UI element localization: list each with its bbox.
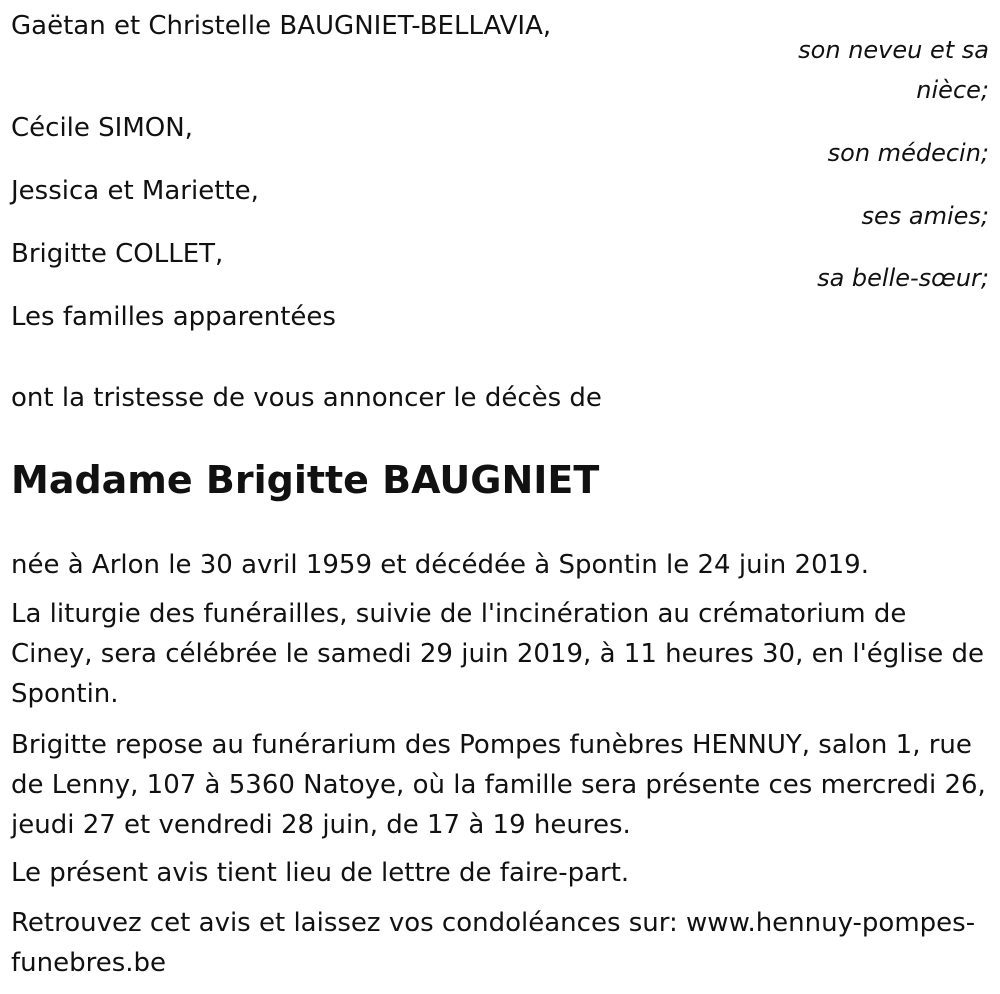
deceased-name: Madame Brigitte BAUGNIET [11, 458, 600, 502]
family-name: Jessica et Mariette, [11, 176, 259, 206]
family-role: ses amies; [861, 202, 989, 230]
family-role: son neveu et sa nièce; [798, 36, 989, 104]
family-name: Les familles apparentées [11, 302, 336, 332]
family-name: Cécile SIMON, [11, 113, 193, 143]
family-role: son médecin; [827, 139, 989, 167]
family-role: sa belle-sœur; [817, 264, 989, 292]
family-name: Gaëtan et Christelle BAUGNIET-BELLAVIA, [11, 11, 552, 41]
birth-death-paragraph: née à Arlon le 30 avril 1959 et décédée à Spontin le 24 juin 2019. [11, 550, 869, 580]
funeral-paragraph: La liturgie des funérailles, suivie de l'incinération au crématorium de Ciney, sera célébrée le samedi 29 juin 2019, à 11 heures 30, en l'église de Spontin. [11, 599, 984, 709]
announcement-intro: ont la tristesse de vous annoncer le décès de [11, 383, 602, 413]
condolences-paragraph: Retrouvez cet avis et laissez vos condoléances sur: www.hennuy-pompes-funebres.be [11, 908, 976, 978]
notice-paragraph: Le présent avis tient lieu de lettre de faire-part. [11, 858, 630, 888]
family-name: Brigitte COLLET, [11, 239, 224, 269]
funerarium-paragraph: Brigitte repose au funérarium des Pompes funèbres HENNUY, salon 1, rue de Lenny, 107 à 5360 Natoye, où la famille sera présente ces mercredi 26, jeudi 27 et vendredi 28 juin, de 17 à 19 heures. [11, 730, 986, 840]
